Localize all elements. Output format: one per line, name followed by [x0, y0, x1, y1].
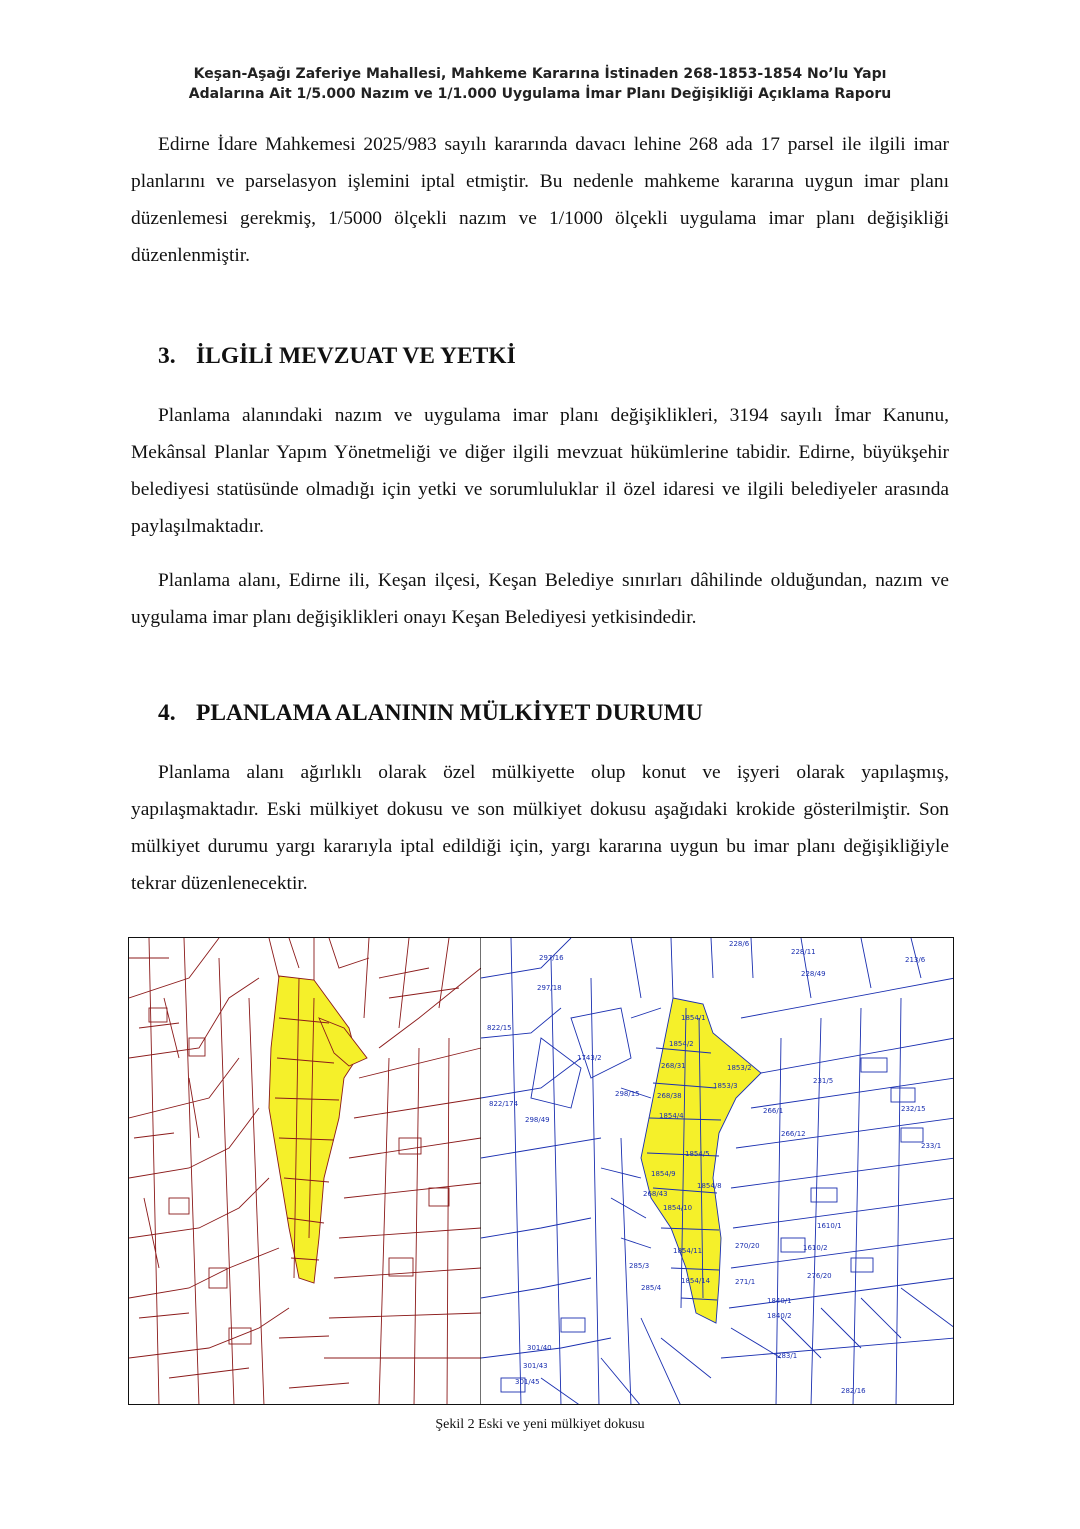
parcel-label: 1854/9	[651, 1170, 676, 1178]
parcel-label: 271/1	[735, 1278, 756, 1286]
section-4-paragraph-1: Planlama alanı ağırlıklı olarak özel mülkiyette olup konut ve işyeri olarak yapılaşmış, yapılaşmaktadır. Eski mülkiyet dokusu ve son mülkiyet dokusu aşağıdaki krokide gösterilmiştir. Son mülkiyet durumu yargı kararıyla iptal edildiği için, yargı kararına uygun bu imar planı değişikliğiyle tekrar düzenlenecektir.	[131, 762, 949, 894]
parcel-label: 1840/2	[767, 1312, 792, 1320]
parcel-label: 301/45	[515, 1378, 540, 1386]
document-header	[0, 64, 1080, 104]
figure-caption: Şekil 2 Eski ve yeni mülkiyet dokusu	[435, 1417, 645, 1432]
parcel-label: 233/1	[921, 1142, 942, 1150]
parcel-label: 1854/11	[673, 1247, 703, 1255]
parcel-label: 1610/2	[803, 1244, 828, 1252]
parcel-label: 283/1	[777, 1352, 798, 1360]
parcel-label: 1854/1	[681, 1014, 706, 1022]
section-4-number: 4.	[158, 700, 176, 726]
parcel-label: 232/15	[901, 1105, 926, 1113]
parcel-label: 301/40	[527, 1344, 552, 1352]
parcel-label: 1854/14	[681, 1277, 711, 1285]
section-3-paragraph-1: Planlama alanındaki nazım ve uygulama imar planı değişiklikleri, 3194 sayılı İmar Kanunu, Mekânsal Planlar Yapım Yönetmeliği ve diğer ilgili mevzuat hükümlerine tabidir. Edirne, büyükşehir belediyesi statüsünde olmadığı için yetki ve sorumluluklar il özel idaresi ve ilgili belediyeler arasında paylaşılmaktadır.	[131, 405, 949, 537]
parcel-label: 1854/8	[697, 1182, 722, 1190]
section-3-paragraph-2: Planlama alanı, Edirne ili, Keşan ilçesi, Keşan Belediye sınırları dâhilinde olduğundan, nazım ve uygulama imar planı değişiklikleri onayı Keşan Belediyesi yetkisindedir.	[131, 570, 949, 628]
parcel-label: 1854/10	[663, 1204, 693, 1212]
parcel-label: 1743/2	[577, 1054, 602, 1062]
parcel-label: 213/6	[905, 956, 926, 964]
parcel-label: 228/11	[791, 948, 816, 956]
parcel-label: 1610/1	[817, 1222, 842, 1230]
parcel-label: 270/20	[735, 1242, 760, 1250]
section-4-heading	[158, 700, 703, 727]
ownership-map-figure	[128, 937, 954, 1405]
parcel-label: 266/1	[763, 1107, 784, 1115]
parcel-label: 228/6	[729, 940, 750, 948]
parcel-label: 1853/2	[727, 1064, 752, 1072]
section-3-heading	[158, 343, 516, 370]
old-ownership-map	[129, 938, 481, 1405]
parcel-label: 268/38	[657, 1092, 682, 1100]
parcel-label: 266/12	[781, 1130, 806, 1138]
parcel-label: 1853/3	[713, 1082, 738, 1090]
intro-paragraph: Edirne İdare Mahkemesi 2025/983 sayılı kararında davacı lehine 268 ada 17 parsel ile ilgili imar planlarını ve parselasyon işlemini iptal etmiştir. Bu nedenle mahkeme kararına uygun imar planı düzenlemesi gerekmiş, 1/5000 ölçekli nazım ve 1/1000 ölçekli uygulama imar planı değişikliği düzenlenmiştir.	[131, 134, 949, 266]
parcel-label: 285/3	[629, 1262, 650, 1270]
parcel-label: 301/43	[523, 1362, 548, 1370]
parcel-label: 822/15	[487, 1024, 512, 1032]
ownership-map-svg	[129, 938, 954, 1405]
parcel-label: 1840/1	[767, 1297, 792, 1305]
parcel-label: 298/15	[615, 1090, 640, 1098]
parcel-label: 822/174	[489, 1100, 519, 1108]
parcel-label: 297/16	[539, 954, 564, 962]
parcel-label: 231/5	[813, 1077, 834, 1085]
parcel-label: 268/31	[661, 1062, 686, 1070]
section-3-number: 3.	[158, 343, 176, 369]
header-line-2: Adalarına Ait 1/5.000 Nazım ve 1/1.000 Uygulama İmar Planı Değişikliği Açıklama Raporu	[188, 86, 892, 102]
parcel-label: 228/49	[801, 970, 826, 978]
parcel-label: 268/43	[643, 1190, 668, 1198]
parcel-label: 1854/4	[659, 1112, 684, 1120]
header-line-1: Keşan-Aşağı Zaferiye Mahallesi, Mahkeme Kararına İstinaden 268-1853-1854 No’lu Yapı	[193, 66, 887, 82]
parcel-label: 1854/5	[685, 1150, 710, 1158]
new-ownership-map	[481, 938, 954, 1405]
section-4-title: PLANLAMA ALANININ MÜLKİYET DURUMU	[196, 700, 703, 726]
parcel-label: 285/4	[641, 1284, 662, 1292]
parcel-label: 276/20	[807, 1272, 832, 1280]
parcel-label: 1854/2	[669, 1040, 694, 1048]
section-3-title: İLGİLİ MEVZUAT VE YETKİ	[196, 343, 516, 369]
parcel-label: 282/16	[841, 1387, 866, 1395]
parcel-label: 298/49	[525, 1116, 550, 1124]
parcel-label: 297/18	[537, 984, 562, 992]
